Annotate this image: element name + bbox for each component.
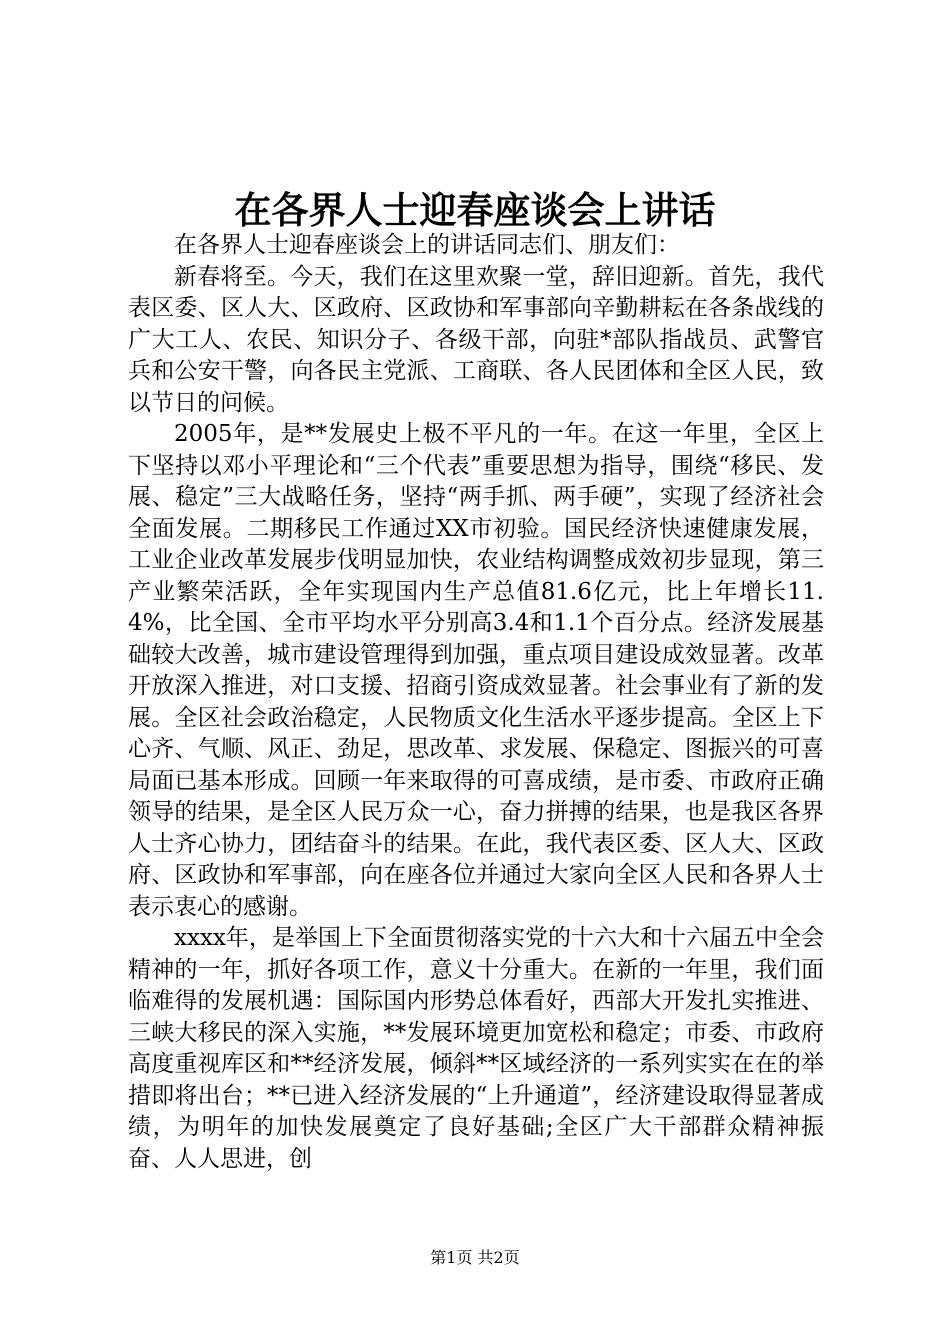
- page-number-footer: 第1页 共2页: [430, 1248, 520, 1267]
- paragraph-greeting: 在各界人士迎春座谈会上的讲话同志们、朋友们：: [174, 232, 680, 258]
- paragraph-review-2005: 2005年，是**发展史上极不平凡的一年。在这一年里，全区上下坚持以邓小平理论和“三个代表”重要思想为指导，围绕“移民、发展、稳定”三大战略任务，坚持“两手抓、两手硬”，实现了经济社会全面发展。二期移民工作通过XX市初验。国民经济快速健康发展，工业企业改革发展步伐明显加快，农业结构调整成效初步显现，第三产业繁荣活跃，全年实现国内生产总值81.6亿元，比上年增长11.4%，比全国、全市平均水平分别高3.4和1.1个百分点。经济发展基础较大改善，城市建设管理得到加强，重点项目建设成效显著。改革开放深入推进，对口支援、招商引资成效显著。社会事业有了新的发展。全区社会政治稳定，人民物质文化生活水平逐步提高。全区上下心齐、气顺、风正、劲足，思改革、求发展、保稳定、图振兴的可喜局面已基本形成。回顾一年来取得的可喜成绩，是市委、市政府正确领导的结果，是全区人民万众一心，奋力拼搏的结果，也是我区各界人士齐心协力，团结奋斗的结果。在此，我代表区委、区人大、区政府、区政协和军事部，向在座各位并通过大家向全区人民和各界人士表示衷心的感谢。: [128, 421, 824, 920]
- page-title: 在各界人士迎春座谈会上讲话: [234, 188, 716, 232]
- paragraph-new-year: 新春将至。今天，我们在这里欢聚一堂，辞旧迎新。首先，我代表区委、区人大、区政府、区政协和军事部向辛勤耕耘在各条战线的广大工人、农民、知识分子、各级干部，向驻*部队指战员、武警官兵和公安干警，向各民主党派、工商联、各人民团体和全区人民，致以节日的问候。: [128, 263, 824, 416]
- document-body: [128, 230, 824, 1175]
- paragraph-outlook: xxxx年，是举国上下全面贯彻落实党的十六大和十六届五中全会精神的一年，抓好各项工作，意义十分重大。在新的一年里，我们面临难得的发展机遇：国际国内形势总体看好，西部大开发扎实推进、三峡大移民的深入实施，**发展环境更加宽松和稳定；市委、市政府高度重视库区和**经济发展，倾斜**区域经济的一系列实实在在的举措即将出台；**已进入经济发展的“上升通道”，经济建设取得显著成绩，为明年的加快发展奠定了良好基础;全区广大干部群众精神振奋、人人思进，创: [128, 925, 824, 1172]
